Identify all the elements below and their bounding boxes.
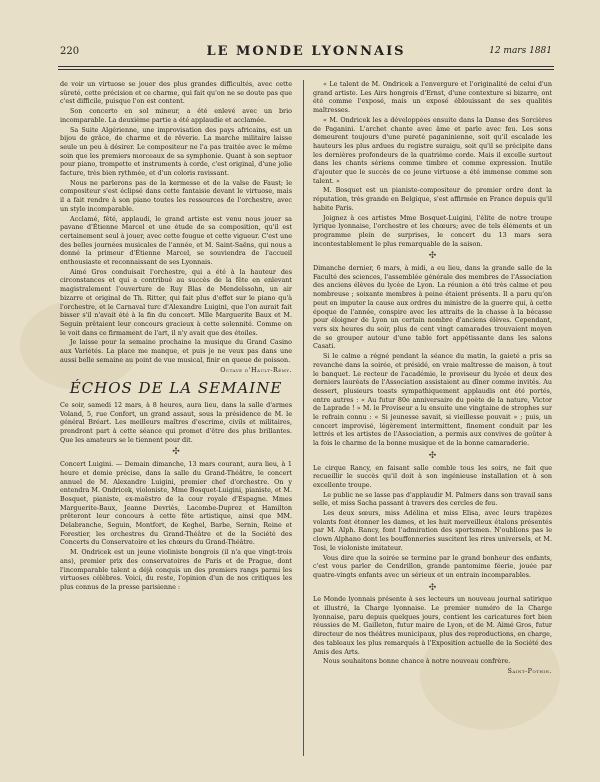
left-column bbox=[60, 80, 292, 593]
author-signature: Octave d'Hault-Rémy. bbox=[220, 365, 292, 374]
article-paragraph: Sa Suite Algérienne, une improvisation des pays africains, est un bijou de grâce, de charme et de rêverie. La marche militaire laisse seule un peu à désirer. Le compositeur ne l'a pas traitée avec le même soin que les premiers morceaux de sa symphonie. Quant à son septuor pour piano, trompette et instruments à corde, c'est original, d'une jolie facture, très bien rythmée, et d'un coloris ravissant. bbox=[60, 125, 292, 178]
masthead-title: LE MONDE LYONNAIS bbox=[206, 44, 406, 59]
echo-paragraph: M. Ondricek est un jeune violiniste bongrois (il n'a que vingt-trois ans), premier prix des conservatoires de Paris et de Prague, dont l'incomparable talent a déjà conquis un des premiers rangs parmi les virtuoses célèbres. Voici, du reste, l'opinion d'un de nos critiques les plus connus de la presse parisienne : bbox=[60, 548, 292, 591]
echo-paragraph: Nous souhaitons bonne chance à notre nouveau confrère. bbox=[323, 657, 511, 666]
echo-paragraph: Le cirque Rancy, en faisant salle comble tous les soirs, ne fait que recueillir le succès qu'il doit à son ingénieuse installation et à son excellente troupe. bbox=[313, 463, 552, 489]
echo-paragraph: Concert Luigini. — Demain dimanche, 13 mars courant, aura lieu, à 1 heure et demie précise, dans la salle du Grand-Théâtre, le concert annuel de M. Alexandre Luigini, premier chef d'orchestre. On y entendra M. Ondricek, violoniste, Mme Bosquet-Luigini, pianiste, et M. Bosquet, pianiste, ex-maëstro de la cour royale d'Espagne. Mmes Marguerite-Baux, Jeanne Devriès, Lacombe-Duprez et Hamilton prêteront leur concours à cette fête artistique, ainsi que MM. Delabranche, Seguin, Montfort, de Keghel, Barbe, Sernin, Reine et Forestier, les orchestres du Grand-Théâtre et de la Société des Concerts du Conservatoire et les chœurs du Grand-Théâtre. bbox=[60, 460, 292, 547]
article-paragraph: Son concerto en sol mineur, a été enlevé avec un brio incomparable. La deuxième partie a été applaudie et acclamée. bbox=[60, 107, 292, 124]
page-header bbox=[60, 44, 552, 62]
ornament-divider: ✣ bbox=[428, 582, 437, 593]
article-paragraph: Aimé Gros conduisait l'orchestre, qui a été à la hauteur des circonstances et qui a contribué au succès de la fête en enlevant magistralement l'ouverture de Ruy Blas de Mendelssohn, un air bizarre et original de Th. Ritter, qui fait plus d'effet sur le piano qu'à l'orchestre, et le Carnaval turc d'Alexandre Luigini, que l'on aurait fait bisser s'il n'avait été à la fin du concert. Mlle Marguerite Baux et M. Seguin prêtaient leur concours gracieux à cette solennité. Comme on le voit dans ce firmament de l'art, il n'y avait que des étoiles. bbox=[60, 267, 292, 337]
echo-paragraph: Vous dire que la soirée se termine par le grand bonheur des enfants, c'est vous parler de Cendrillon, grande pantomime féerie, jouée par quatre-vingts enfants avec un sérieux et un entrain incomparables. bbox=[313, 553, 552, 579]
echo-paragraph: Le public ne se lasse pas d'applaudir M. Palmers dans son travail sans selle, et miss Sacha passant à travers des cercles de feu. bbox=[313, 490, 552, 508]
article-paragraph: Acclamé, fêté, applaudi, le grand artiste est venu nous jouer sa pavane d'Étienne Marcel et une étude de sa composition, qu'il est certainement seul à jouer, avec cette fougue et cette vigueur. C'est une des belles journées musicales de l'année, et M. Saint-Saëns, qui nous a donné la primeur d'Étienne Marcel, se souviendra de l'accueil enthousiaste et reconnaissant de ses Lyonnais. bbox=[60, 214, 292, 267]
ornament-divider: ✣ bbox=[172, 447, 180, 458]
article-paragraph: M. Bosquet est un pianiste-compositeur de premier ordre dont la réputation, très grande en Belgique, s'est affirmée en France depuis qu'il habite Paris. bbox=[313, 186, 552, 212]
column-divider bbox=[303, 80, 304, 756]
ornament-divider: ✣ bbox=[428, 251, 437, 262]
section-title: ÉCHOS DE LA SEMAINE bbox=[69, 379, 283, 398]
echo-paragraph: Ce soir, samedi 12 mars, à 8 heures, aura lieu, dans la salle d'armes Voland, 5, rue Confort, un grand assaut, sous la présidence de M. le général Bréart. Les meilleurs maîtres d'escrime, civils et militaires, prendront part à cette séance qui promet d'être des plus brillantes. Que les amateurs se le tiennent pour dit. bbox=[60, 400, 292, 444]
echo-paragraph: Si le calme a régné pendant la séance du matin, la gaieté a pris sa revanche dans la soirée, et présidé, en vraie maîtresse de maison, à tout le banquet. Le recteur de l'académie, le proviseur du lycée et deux des derniers lauréats de l'Association assistaient au dîner comme invités. Au dessert, plusieurs toasts sympathiquement applaudis ont été portés, entre autres : « Au futur 80e anniversaire du poète de la nature, Victor de Laprade ! » M. le Proviseur a lu ensuite une vingtaine de strophes sur le refrain connu : « Si jeunesse savait, si vieillesse pouvait » ; puis, un concert improvisé, légèrement intermittent, finement conduit par les lettrés et les artistes de l'Association, a permis aux convives de goûter à la fois le charme de la bonne musique et de la bonne camaraderie. bbox=[313, 352, 552, 448]
quote-paragraph: « Le talent de M. Ondricek a l'envergure et l'originalité de celui d'un grand artiste. Les Airs hongrois d'Ernst, d'une contexture si bizarre, ont été comme l'exposé, mais un exposé éblouissant de ses qualités maîtresses. bbox=[313, 80, 552, 115]
author-signature: Saint-Pothin. bbox=[507, 667, 552, 675]
echo-paragraph: Dimanche dernier, 6 mars, à midi, a eu lieu, dans la grande salle de la Faculté des sciences, l'assemblée générale des membres de l'Association des anciens élèves du lycée de Lyon. La réunion a été très calme et peu nombreuse ; soixante membres à peine étaient présents. Il a paru qu'on peut en imputer la cause aux ordres du ministre de la guerre qui, à cette époque de l'année, conspire avec les attraits de la chasse à la bécasse pour éloigner de Lyon un certain nombre d'anciens élèves. Cependant, vers six heures du soir, plus de cent vingt camarades trouvaient moyen de se grouper autour d'une table fort appétissante dans les salons Casati. bbox=[313, 264, 552, 351]
article-paragraph: Nous ne parlerons pas de la kermesse et de la valse de Faust; le compositeur s'est éclipsé dans cette fantaisie devant le virtuose, mais il a fait rendre à son piano toutes les ressources de l'orchestre, avec un style incomparable. bbox=[60, 178, 292, 213]
article-paragraph: Je laisse pour la semaine prochaine la musique du Grand Casino aux Variétés. La place me manque, et puis je ne veux pas dans une aussi belle semaine au point de vue musical, finir en queue de poisson. bbox=[60, 338, 292, 364]
issue-date: 12 mars 1881 bbox=[489, 46, 552, 56]
page-number: 220 bbox=[60, 46, 80, 57]
ornament-divider: ✣ bbox=[428, 450, 437, 461]
header-rule bbox=[58, 66, 554, 67]
article-paragraph: de voir un virtuose se jouer des plus grandes difficultés, avec cette sûreté, cette précision et ce charme, qui fait qu'on ne se doute pas que c'est difficile, puisque l'on est content. bbox=[60, 80, 292, 106]
header-rule-thin bbox=[58, 69, 554, 70]
echo-paragraph: Le Monde lyonnais présente à ses lecteurs un nouveau journal satirique et illustré, la Charge lyonnaise. Le premier numéro de la Charge lyonnaise, paru depuis quelques jours, contient les caricatures fort bien réussies de M. Gailleton, futur maire de Lyon, et de M. Aimé Gros, futur directeur de nos théâtres municipaux, plus des reproductions, en charge, des tableaux les plus remarqués à l'Exposition actuelle de la Société des Amis des Arts. bbox=[313, 595, 552, 656]
right-column bbox=[313, 80, 552, 676]
echo-paragraph: Les deux sœurs, miss Adélina et miss Elisa, avec leurs trapèzes volants font étonner les dames, et les huit merveilleux étalons présentés par M. Alph. Rancy, font l'admiration des sportsmen. N'oublions pas le clown Alphano dont les bouffonneries suscitent les rires universels, et M. Tosi, le violoniste imitateur. bbox=[313, 509, 552, 552]
article-paragraph: Joignez à ces artistes Mme Bosquet-Luigini, l'élite de notre troupe lyrique lyonnaise, l'orchestre et les chœurs; avec de tels éléments et un programme plein de surprises, le concert du 13 mars sera incontestablement le plus remarquable de la saison. bbox=[313, 213, 552, 248]
quote-paragraph: « M. Ondricek les a développées ensuite dans la Danse des Sorcières de Paganini. L'archet chante avec âme et parle avec feu. Les sons demeurent toujours d'une pureté paganinienne, soit qu'il escalade les hauteurs les plus ardues du registre suraigu, soit qu'il se précipite dans les dernières profondeurs de la quatrième corde. Mais il excelle surtout dans les chants sériens comme timbre et comme expression. Inutile d'ajouter que le succès de ce jeune virtuose a été immense comme son talent. » bbox=[313, 115, 552, 185]
